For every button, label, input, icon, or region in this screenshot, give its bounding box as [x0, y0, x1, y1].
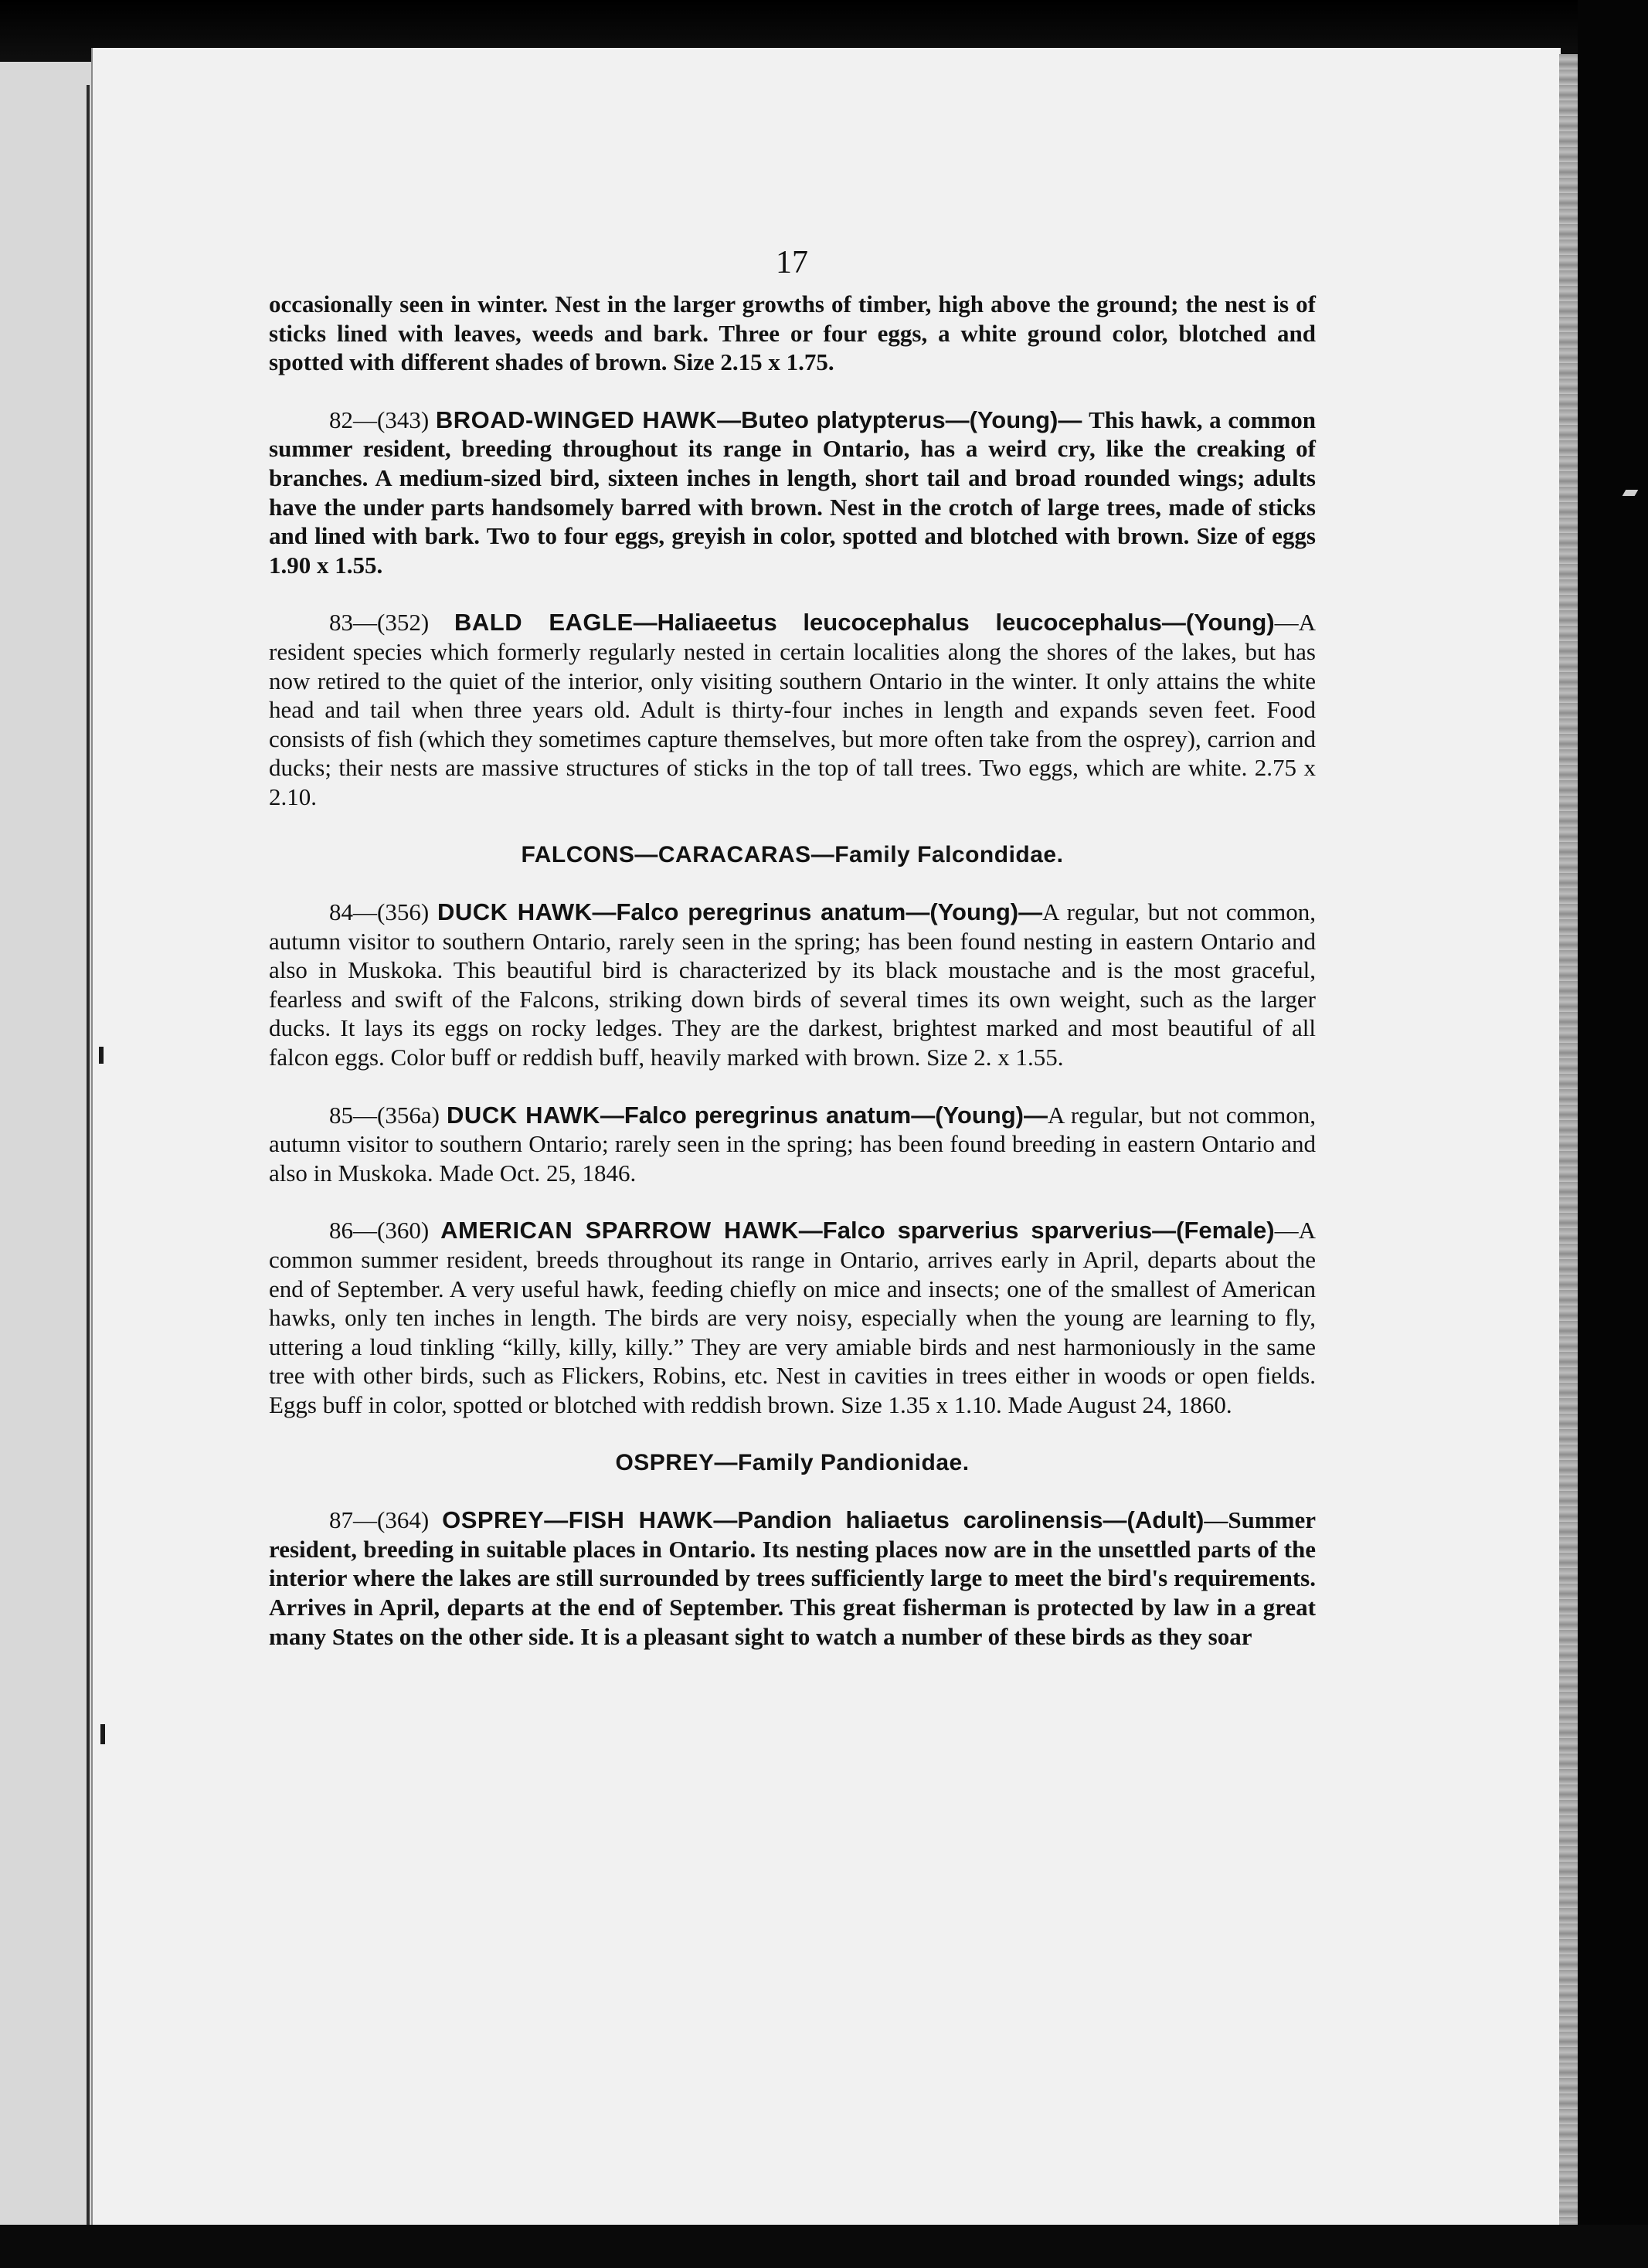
common-name: DUCK HAWK: [437, 898, 593, 926]
entry-description: A regular, but not common, autumn visitor to southern Ontario, rarely seen in the spring; has been found nesting in eastern Ontario and also in Muskoka. This beautiful bird is characterized by its black moustache and is the most graceful, fearless and swift of the Falcons, striking down birds of several times its own weight, such as the larger ducks. It lays its eggs on rocky ledges. They are the darkest, brightest marked and most beautiful of all falcon eggs. Color buff or reddish buff, heavily marked with brown. Size 2. x 1.55.: [269, 898, 1316, 1071]
binding-line: [87, 85, 90, 2263]
entry-number: 87—(364): [329, 1506, 430, 1534]
species-entry: [269, 1506, 1316, 1651]
scientific-name: —Pandion haliaetus carolinensis—(Adult): [713, 1506, 1205, 1534]
entry-description: —A common summer resident, breeds throughout its range in Ontario, arrives early in April, departs about the end of September. A very useful hawk, feeding chiefly on mice and insects; one of the smallest of American hawks, only ten inches in length. The birds are very noisy, especially when the young are learning to fly, uttering a loud tinkling “killy, killy, killy.” They are very amiable birds and nest harmoniously in the same tree with other birds, such as Flickers, Robins, etc. Nest in cavities in trees either in woods or open fields. Eggs buff in color, spotted or blotched with reddish brown. Size 1.35 x 1.10. Made August 24, 1860.: [269, 1217, 1317, 1418]
margin-mark: [100, 1724, 105, 1744]
scientific-name: —Falco sparverius sparverius—(Female): [798, 1217, 1275, 1244]
species-entry: [269, 1101, 1316, 1188]
species-entry: [269, 898, 1316, 1072]
common-name: DUCK HAWK: [447, 1101, 600, 1129]
page-edge-stack: [1559, 54, 1578, 2268]
entry-number: 84—(356): [329, 898, 430, 926]
species-entry: [269, 1216, 1316, 1419]
entry-description: This hawk, a common summer resident, breeding throughout its range in Ontario, has a weird cry, like the creaking of branches. A medium-sized bird, sixteen inches in length, short tail and broad rounded wings; adults have the under parts handsomely barred with brown. Nest in the crotch of large trees, made of sticks and lined with bark. Two to four eggs, greyish in color, spotted and blotched with brown. Size of eggs 1.90 x 1.55.: [269, 406, 1317, 579]
common-name: OSPREY—FISH HAWK: [442, 1506, 714, 1534]
entry-number: 83—(352): [329, 609, 430, 637]
family-heading: FALCONS—CARACARAS—Family Falcondidae.: [521, 841, 1064, 867]
scientific-name: —Haliaeetus leucocephalus leucocephalus—(Young): [633, 609, 1275, 637]
common-name: BALD EAGLE: [454, 609, 634, 637]
species-entry: [269, 406, 1316, 580]
margin-mark: [99, 1047, 104, 1064]
scientific-name: —Falco peregrinus anatum—(Young)—: [600, 1101, 1048, 1129]
common-name: AMERICAN SPARROW HAWK: [440, 1217, 799, 1244]
entry-description: —Summer resident, breeding in suitable places in Ontario. Its nesting places now are in the unsettled parts of the interior where the lakes are still surrounded by trees sufficiently large to meet the bird's requirements. Arrives in April, departs at the end of September. This great fisherman is protected by law in a great many States on the other side. It is a pleasant sight to watch a number of these birds as they soar: [269, 1506, 1317, 1650]
entry-number: 82—(343): [329, 406, 430, 433]
opening-paragraph: occasionally seen in winter. Nest in the larger growths of timber, high above the ground; the nest is of sticks lined with leaves, weeds and bark. Three or four eggs, a white ground color, blotched and spotted with different shades of brown. Size 2.15 x 1.75.: [269, 290, 1316, 376]
common-name: BROAD-WINGED HAWK: [435, 406, 718, 433]
page-number: 17: [776, 245, 808, 280]
entry-description: —A resident species which formerly regularly nested in certain localities along the shores of the lakes, but has now retired to the quiet of the interior, only visiting southern Ontario in the winter. It only attains the white head and tail when three years old. Adult is thirty-four inches in length and expands seven feet. Food consists of fish (which they sometimes capture themselves, but more often take from the osprey), carrion and ducks; their nests are massive structures of sticks in the top of tall trees. Two eggs, which are white. 2.75 x 2.10.: [269, 609, 1316, 810]
left-page-edge: [0, 62, 93, 2268]
entry-description: A regular, but not common, autumn visitor to southern Ontario; rarely seen in the spring; has been found breeding in eastern Ontario and also in Muskoka. Made Oct. 25, 1846.: [269, 1101, 1316, 1187]
scan-right-shadow: [1578, 0, 1648, 2268]
scan-bottom-shadow: [0, 2225, 1648, 2268]
page-text: [269, 290, 1316, 1651]
entry-number: 86—(360): [329, 1217, 430, 1244]
scientific-name: —Falco peregrinus anatum—(Young)—: [592, 898, 1043, 926]
entry-number: 85—(356a): [329, 1101, 440, 1129]
family-heading: OSPREY—Family Pandionidae.: [615, 1449, 970, 1475]
scientific-name: —Buteo platypterus—(Young)—: [717, 406, 1082, 433]
species-entry: [269, 608, 1316, 811]
